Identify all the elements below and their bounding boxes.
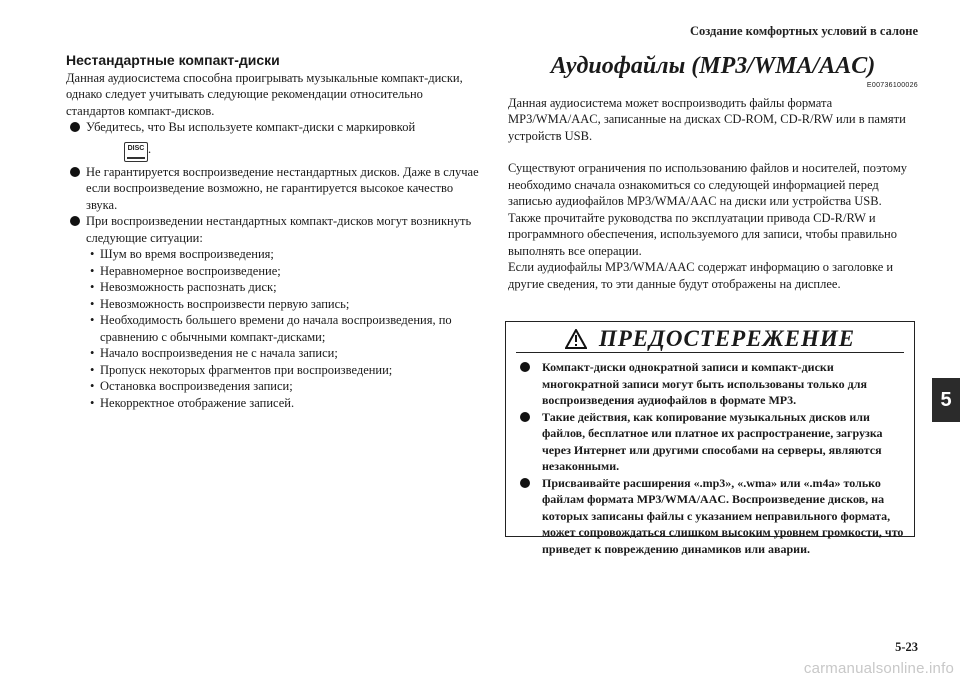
page-number: 5-23 [895, 640, 918, 654]
paragraph: Если аудиофайлы MP3/WMA/AAC содержат информацию о заголовке и другие сведения, то эти данные будут отображены на дисплее. [508, 260, 894, 291]
list-item: • Неравномерное воспроизведение; [90, 263, 281, 278]
bullet-dot-icon [70, 122, 80, 132]
bullet-item [66, 164, 484, 214]
list-item: • Пропуск некоторых фрагментов при воспроизведении; [90, 362, 393, 377]
warning-item: Такие действия, как копирование музыкальных дисков или файлов, бесплатное или платное их распространение, загрузка через Интернет или другими способами на серверы, являются незаконными. [516, 409, 904, 475]
list-item: • Остановка воспроизведения записи; [90, 379, 293, 393]
bullet-dot-icon [70, 167, 80, 177]
bullet-text: Не гарантируется воспроизведение нестандартных дисков. Даже в случае если воспроизведение возможно, не гарантируется высокое качество звука. [86, 164, 479, 212]
list-item: • Начало воспроизведения не с начала записи; [90, 346, 338, 360]
document-code: E00736100026 [866, 82, 918, 89]
bullet-dot-icon [520, 412, 530, 422]
bullet-item: Убедитесь, что Вы используете компакт-диски с маркировкой DISC . [66, 119, 484, 164]
left-column [66, 52, 484, 411]
list-item: • Шум во время воспроизведения; [90, 247, 274, 261]
compact-disc-logo-icon: DISC [124, 142, 148, 162]
list-item: • Невозможность распознать диск; [90, 280, 277, 294]
chapter-tab: 5 [932, 378, 960, 422]
bullet-item [66, 213, 484, 246]
section-title-audio-files: Аудиофайлы (MP3/WMA/AAC) [550, 53, 876, 79]
bullet-dot-icon [520, 362, 530, 372]
list-item: • Необходимость большего времени до начала воспроизведения, по сравнению с обычными компакт-дисками; [90, 313, 452, 344]
right-column [508, 52, 918, 292]
paragraph: Существуют ограничения по использованию файлов и носителей, поэтому необходимо сначала ознакомиться со следующей информацией перед записью аудиофайлов MP3/WMA/AAC на диски или устройства USB. [508, 161, 907, 208]
running-header: Создание комфортных условий в салоне [689, 24, 918, 38]
warning-triangle-icon [565, 329, 587, 349]
list-item: • Невозможность воспроизвести первую запись; [90, 296, 350, 311]
bullet-text: При воспроизведении нестандартных компакт-дисков могут возникнуть следующие ситуации: [86, 214, 472, 245]
warning-title: ПРЕДОСТЕРЕЖЕНИЕ [598, 326, 856, 351]
warning-header [516, 326, 904, 353]
list-item: • Некорректное отображение записей. [90, 395, 295, 410]
intro-paragraph: Данная аудиосистема способна проигрывать музыкальные компакт-диски, однако следует учитывать следующие рекомендации относительно стандартов компакт-дисков. [66, 70, 463, 118]
section-title-nonstandard-cds: Нестандартные компакт-диски [66, 52, 280, 68]
situation-list [66, 246, 484, 411]
bullet-text: Убедитесь, что Вы используете компакт-диски с маркировкой [86, 120, 416, 134]
warning-item: Присваивайте расширения «.mp3», «.wma» или «.m4a» только файлам формата MP3/WMA/AAC. Воспроизведение дисков, на которых записаны файлы с указанием неправильного формата, может сопровождаться слишком высоким уровнем громкости, что приведет к повреждению динамиков или аварии. [516, 475, 904, 558]
paragraph: Данная аудиосистема может воспроизводить файлы формата MP3/WMA/AAC, записанные на дисках CD-ROM, CD-R/RW или в памяти устройств USB. [508, 95, 906, 143]
watermark: carmanualsonline.info [803, 660, 954, 677]
bullet-dot-icon [520, 478, 530, 488]
warning-box [505, 321, 915, 556]
bullet-dot-icon [70, 216, 80, 226]
warning-item: Компакт-диски однократной записи и компакт-диски многократной записи могут быть использованы только для воспроизведения аудиофайлов в формате MP3. [516, 359, 904, 409]
paragraph: Также прочитайте руководства по эксплуатации привода CD-R/RW и программного обеспечения, используемого для записи, чтобы правильно выполнять все операции. [508, 210, 898, 258]
